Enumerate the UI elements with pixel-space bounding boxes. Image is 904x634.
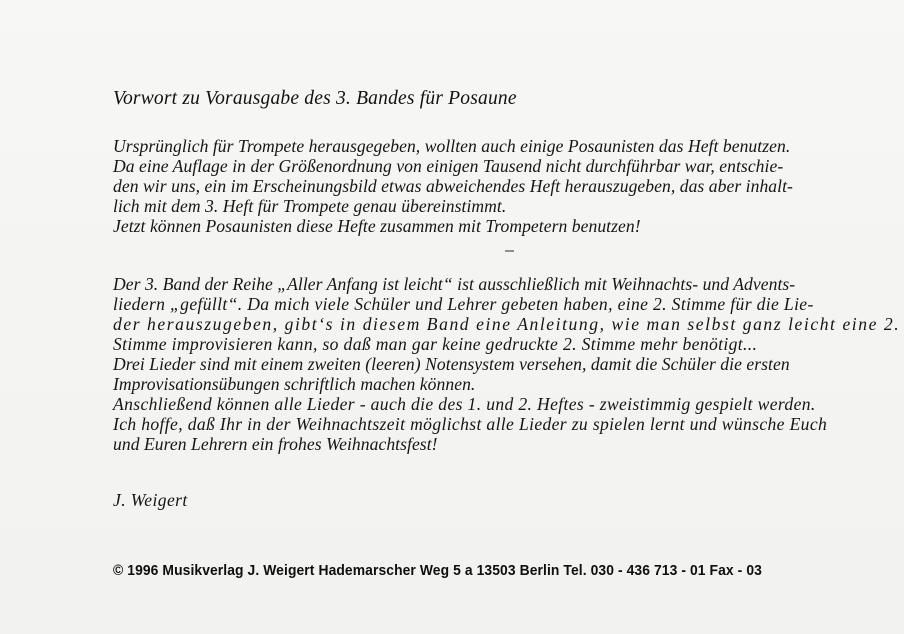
text-line: der herauszugeben, gibt‘s in diesem Band eine Anleitung, wie man selbst ganz leicht eine 2. <box>113 314 901 334</box>
text-line: Da eine Auflage in der Größenordnung von einigen Tausend nicht durchführbar war, entschie- <box>113 156 784 176</box>
paragraph-main <box>113 274 901 454</box>
author-signature: J. Weigert <box>113 490 188 510</box>
text-line: Ich hoffe, daß Ihr in der Weihnachtszeit möglichst alle Lieder zu spielen lernt und wünsche Euch <box>113 414 828 434</box>
text-line: liedern „gefüllt“. Da mich viele Schüler und Lehrer gebeten haben, eine 2. Stimme für die Lie- <box>113 294 814 314</box>
text-line: Jetzt können Posaunisten diese Hefte zusammen mit Trompetern benutzen! <box>113 216 641 236</box>
text-line: Stimme improvisieren kann, so daß man gar keine gedruckte 2. Stimme mehr benötigt... <box>113 334 758 354</box>
text-line: lich mit dem 3. Heft für Trompete genau übereinstimmt. <box>113 196 507 216</box>
text-line: Anschließend können alle Lieder - auch die des 1. und 2. Heftes - zweistimmig gespielt werden. <box>113 394 816 414</box>
scan-artifact-mark <box>505 250 514 252</box>
publisher-footer: © 1996 Musikverlag J. Weigert Hademarscher Weg 5 a 13503 Berlin Tel. 030 - 436 713 - 01 Fax - 03 <box>113 563 762 579</box>
text-line: Der 3. Band der Reihe „Aller Anfang ist leicht“ ist ausschließlich mit Weihnachts- und Advents- <box>113 274 796 294</box>
text-line: Improvisationsübungen schriftlich machen können. <box>113 374 476 394</box>
page-title: Vorwort zu Vorausgabe des 3. Bandes für Posaune <box>113 88 517 109</box>
text-line: den wir uns, ein im Erscheinungsbild etwas abweichendes Heft herauszugeben, das aber inhalt- <box>113 176 793 196</box>
text-line: Drei Lieder sind mit einem zweiten (leeren) Notensystem versehen, damit die Schüler die ersten <box>113 354 790 374</box>
text-line: Ursprünglich für Trompete herausgegeben, wollten auch einige Posaunisten das Heft benutzen. <box>113 136 791 156</box>
text-line: und Euren Lehrern ein frohes Weihnachtsfest! <box>113 434 438 454</box>
paragraph-intro <box>113 136 825 236</box>
